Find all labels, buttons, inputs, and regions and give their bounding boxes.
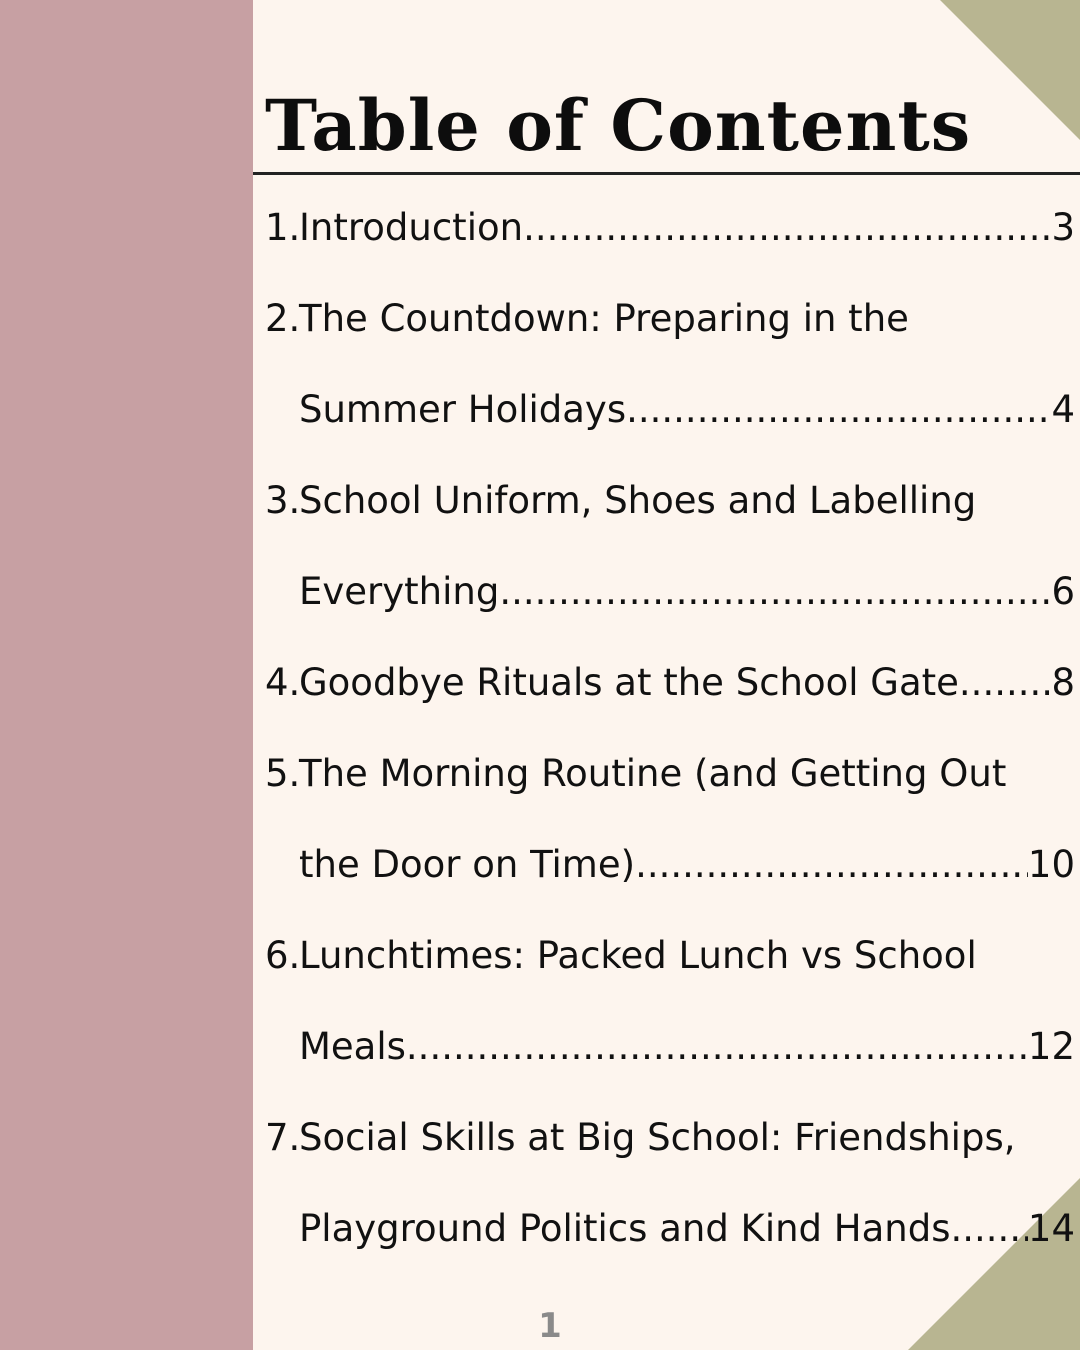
toc-number: 3. (265, 479, 301, 522)
toc-entry-2-continued[interactable] (265, 364, 1075, 455)
toc-title: Goodbye Rituals at the School Gate (299, 661, 959, 704)
toc-page: 14 (1027, 1207, 1075, 1250)
toc-entry-6-continued[interactable] (265, 1001, 1075, 1092)
toc-number: 7. (265, 1116, 301, 1159)
toc-title-continued: Everything (299, 570, 500, 613)
toc-entry-7[interactable] (265, 1092, 1075, 1183)
table-of-contents (265, 182, 1075, 1274)
toc-page: 8 (1051, 661, 1075, 704)
toc-entry-5-continued[interactable] (265, 819, 1075, 910)
dot-leader (951, 1183, 1028, 1274)
side-color-band (0, 0, 253, 1350)
toc-title-continued: Summer Holidays (299, 388, 627, 431)
toc-title-continued: the Door on Time) (299, 843, 636, 886)
toc-page: 3 (1051, 206, 1075, 249)
toc-page: 6 (1051, 570, 1075, 613)
toc-entry-3[interactable] (265, 455, 1075, 546)
toc-title-continued: Playground Politics and Kind Hands (299, 1207, 951, 1250)
toc-title: The Countdown: Preparing in the (299, 297, 909, 340)
toc-title: Social Skills at Big School: Friendships, (299, 1116, 1016, 1159)
toc-number: 5. (265, 752, 301, 795)
toc-page: 12 (1027, 1025, 1075, 1068)
dot-leader (626, 364, 1051, 455)
toc-entry-6[interactable] (265, 910, 1075, 1001)
toc-page: 4 (1051, 388, 1075, 431)
dot-leader (523, 182, 1051, 273)
toc-entry-4[interactable] (265, 637, 1075, 728)
toc-number: 4. (265, 661, 301, 704)
toc-entry-2[interactable] (265, 273, 1075, 364)
dot-leader (635, 819, 1028, 910)
dot-leader (406, 1001, 1028, 1092)
toc-entry-3-continued[interactable] (265, 546, 1075, 637)
toc-title: Lunchtimes: Packed Lunch vs School (299, 934, 977, 977)
toc-entry-1[interactable] (265, 182, 1075, 273)
toc-number: 6. (265, 934, 301, 977)
toc-entry-5[interactable] (265, 728, 1075, 819)
toc-title: The Morning Routine (and Getting Out (299, 752, 1007, 795)
toc-page: 10 (1027, 843, 1075, 886)
toc-title: Introduction (299, 206, 524, 249)
toc-title-continued: Meals (299, 1025, 406, 1068)
page-title: Table of Contents (265, 84, 972, 167)
toc-entry-7-continued[interactable] (265, 1183, 1075, 1274)
title-underline (253, 172, 1080, 175)
dot-leader (959, 637, 1052, 728)
toc-title: School Uniform, Shoes and Labelling (299, 479, 977, 522)
dot-leader (499, 546, 1051, 637)
toc-number: 2. (265, 297, 301, 340)
toc-number: 1. (265, 206, 301, 249)
page-number: 1 (538, 1306, 562, 1346)
